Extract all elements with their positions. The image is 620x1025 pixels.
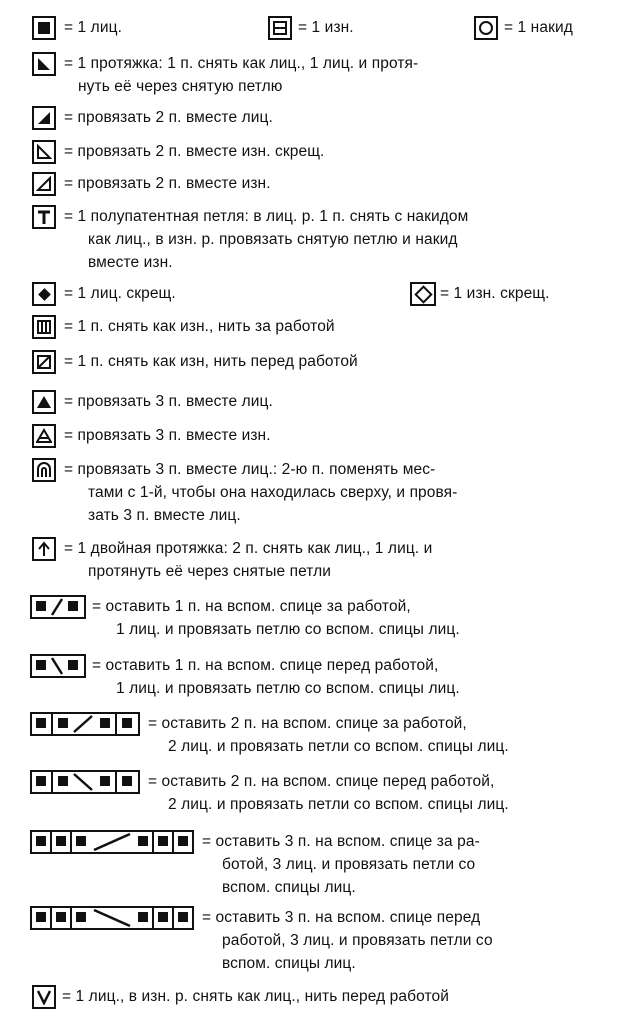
double-skp-line-1: = 1 двойная протяжка: 2 п. снять как лиц., 1 лиц. и bbox=[64, 540, 433, 557]
cable-3-front-line-3: вспом. спицы лиц. bbox=[222, 955, 356, 972]
slip-v-icon bbox=[32, 985, 56, 1009]
knit-label: = 1 лиц. bbox=[64, 19, 122, 36]
cable-1x1-front-icon bbox=[30, 654, 86, 678]
cable-2-back-line-2: 2 лиц. и провязать петли со вспом. спицы лиц. bbox=[168, 738, 509, 755]
slip-knit-pass-icon bbox=[32, 52, 56, 76]
purl-stitch-icon bbox=[268, 16, 292, 40]
knit-through-back-loop-icon bbox=[32, 282, 56, 306]
knit-tbl-label: = 1 лиц. скрещ. bbox=[64, 285, 176, 302]
double-skp-line-2: протянуть её через снятые петли bbox=[88, 563, 332, 580]
purl-label: = 1 изн. bbox=[298, 19, 354, 36]
cable-3-back-line-3: вспом. спицы лиц. bbox=[222, 879, 356, 896]
half-patent-line-3: вместе изн. bbox=[88, 254, 173, 271]
skp-line-2: нуть её через снятую петлю bbox=[78, 78, 283, 95]
cable-2-front-line-1: = оставить 2 п. на вспом. спице перед работой, bbox=[148, 773, 495, 790]
k3tog-swap-line-1: = провязать 3 п. вместе лиц.: 2-ю п. поменять мес- bbox=[64, 461, 436, 478]
p2tog-label: = провязать 2 п. вместе изн. bbox=[64, 175, 271, 192]
slip-yarn-back-icon bbox=[32, 315, 56, 339]
p3tog-label: = провязать 3 п. вместе изн. bbox=[64, 427, 271, 444]
half-patent-stitch-icon bbox=[32, 205, 56, 229]
half-patent-line-1: = 1 полупатентная петля: в лиц. р. 1 п. снять с накидом bbox=[64, 208, 469, 225]
cable-1-back-line-2: 1 лиц. и провязать петлю со вспом. спицы лиц. bbox=[116, 621, 460, 638]
cable-3-back-line-2: ботой, 3 лиц. и провязать петли со bbox=[222, 856, 476, 873]
cable-2x2-front-icon bbox=[30, 770, 140, 794]
cable-2-front-line-2: 2 лиц. и провязать петли со вспом. спицы лиц. bbox=[168, 796, 509, 813]
half-patent-line-2: как лиц., в изн. р. провязать снятую петлю и накид bbox=[88, 231, 458, 248]
double-slip-pass-icon bbox=[32, 537, 56, 561]
knit-stitch-icon bbox=[32, 16, 56, 40]
purl-tbl-label: = 1 изн. скрещ. bbox=[440, 285, 550, 302]
k3tog-swap-line-3: зать 3 п. вместе лиц. bbox=[88, 507, 241, 524]
knit-three-together-icon bbox=[32, 390, 56, 414]
p2tog-tbl-label: = провязать 2 п. вместе изн. скрещ. bbox=[64, 143, 325, 160]
purl-two-together-icon bbox=[32, 172, 56, 196]
skp-line-1: = 1 протяжка: 1 п. снять как лиц., 1 лиц. и протя- bbox=[64, 55, 419, 72]
cable-3x3-back-icon bbox=[30, 830, 194, 854]
cable-3-back-line-1: = оставить 3 п. на вспом. спице за ра- bbox=[202, 833, 480, 850]
yarn-over-label: = 1 накид bbox=[504, 19, 573, 36]
purl-two-together-tbl-icon bbox=[32, 140, 56, 164]
slip-yarn-front-icon bbox=[32, 350, 56, 374]
cable-3-front-line-1: = оставить 3 п. на вспом. спице перед bbox=[202, 909, 481, 926]
purl-through-back-loop-icon bbox=[410, 282, 436, 306]
slip-wyib-label: = 1 п. снять как изн., нить за работой bbox=[64, 318, 335, 335]
cable-1-front-line-2: 1 лиц. и провязать петлю со вспом. спицы лиц. bbox=[116, 680, 460, 697]
cable-1x1-back-icon bbox=[30, 595, 86, 619]
cable-2x2-back-icon bbox=[30, 712, 140, 736]
k3tog-swap-line-2: тами с 1-й, чтобы она находилась сверху, и провя- bbox=[88, 484, 458, 501]
cable-3x3-front-icon bbox=[30, 906, 194, 930]
slip-v-label: = 1 лиц., в изн. р. снять как лиц., нить перед работой bbox=[62, 988, 449, 1005]
k3tog-label: = провязать 3 п. вместе лиц. bbox=[64, 393, 273, 410]
knit-three-swap-icon bbox=[32, 458, 56, 482]
k2tog-label: = провязать 2 п. вместе лиц. bbox=[64, 109, 273, 126]
cable-1-front-line-1: = оставить 1 п. на вспом. спице перед работой, bbox=[92, 657, 439, 674]
cable-3-front-line-2: работой, 3 лиц. и провязать петли со bbox=[222, 932, 493, 949]
cable-1-back-line-1: = оставить 1 п. на вспом. спице за работой, bbox=[92, 598, 411, 615]
cable-2-back-line-1: = оставить 2 п. на вспом. спице за работой, bbox=[148, 715, 467, 732]
purl-three-together-icon bbox=[32, 424, 56, 448]
slip-wyif-label: = 1 п. снять как изн, нить перед работой bbox=[64, 353, 358, 370]
yarn-over-icon bbox=[474, 16, 498, 40]
knit-two-together-icon bbox=[32, 106, 56, 130]
